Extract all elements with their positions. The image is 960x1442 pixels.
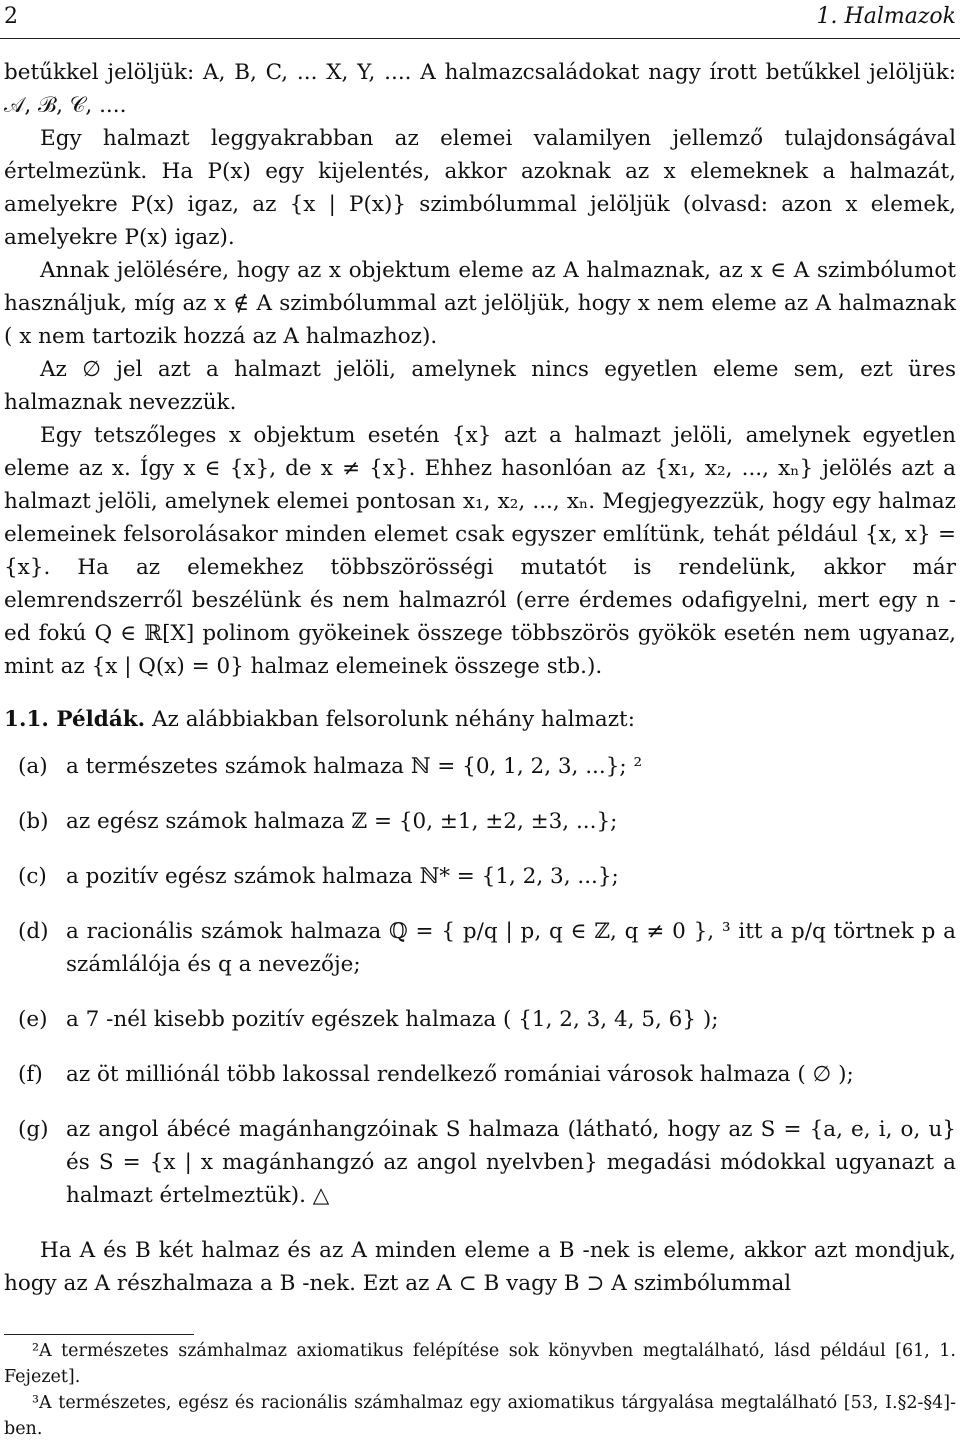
examples-heading	[4, 703, 956, 736]
item-text: a pozitív egész számok halmaza ℕ* = {1, 2, 3, ...};	[66, 864, 619, 889]
paragraph: Az ∅ jel azt a halmazt jelöli, amelynek nincs egyetlen eleme sem, ezt üres halmaznak nevezzük.	[4, 357, 956, 415]
header-rule	[0, 38, 960, 39]
item-text: az angol ábécé magánhangzóinak S halmaza (látható, hogy az S = {a, e, i, o, u} és S = {x | x magánhangzó az angol nyelvben} megadási módokkal ugyanazt a halmazt értelmeztük). △	[66, 1117, 956, 1208]
item-text: a 7 -nél kisebb pozitív egészek halmaza ( {1, 2, 3, 4, 5, 6} );	[66, 1007, 719, 1032]
footnote: ²A természetes számhalmaz axiomatikus felépítése sok könyvben megtalálható, lásd például [61, 1. Fejezet].	[4, 1341, 956, 1387]
item-label: (f)	[18, 1062, 43, 1087]
paragraph: Egy tetszőleges x objektum esetén {x} azt a halmazt jelöli, amelynek egyetlen eleme az x. Így x ∈ {x}, de x ≠ {x}. Ehhez hasonlóan az {x₁, x₂, ..., xₙ} jelölés azt a halmazt jelöli, amelynek elemei pontosan x₁, x₂, ..., xₙ. Megjegyezzük, hogy egy halmaz elemeinek felsorolásakor minden elemet csak egyszer említünk, tehát például {x, x} = {x}. Ha az elemekhez többszörösségi mutatót is rendelünk, akkor már elemrendszerről beszélünk és nem halmazról (erre érdemes odafigyelni, mert egy n -ed fokú Q ∈ ℝ[X] polinom gyökeinek összege többszörös gyökök esetén nem ugyanaz, mint az {x | Q(x) = 0} halmaz elemeinek összege stb.).	[4, 423, 956, 679]
item-label: (e)	[18, 1007, 48, 1032]
list-item	[4, 915, 956, 981]
list-item	[4, 750, 956, 783]
paragraph: Ha A és B két halmaz és az A minden eleme a B -nek is eleme, akkor azt mondjuk, hogy az A részhalmaza a B -nek. Ezt az A ⊂ B vagy B ⊃ A szimbólummal	[4, 1238, 956, 1296]
paragraph: Annak jelölésére, hogy az x objektum eleme az A halmaznak, az x ∈ A szimbólumot használjuk, míg az x ∉ A szimbólummal azt jelöljük, hogy x nem eleme az A halmaznak ( x nem tartozik hozzá az A halmazhoz).	[4, 258, 956, 349]
list-item	[4, 1113, 956, 1212]
paragraph: betűkkel jelöljük: A, B, C, ... X, Y, .... A halmazcsaládokat nagy írott betűkkel jelöljük: 𝒜, ℬ, 𝒞, ....	[4, 60, 956, 118]
examples-list	[4, 750, 956, 1212]
page-number: 2	[4, 4, 18, 29]
footnotes	[4, 1338, 956, 1442]
examples-title: 1.1. Példák.	[4, 707, 146, 732]
chapter-title: 1. Halmazok	[816, 4, 956, 29]
item-label: (g)	[18, 1117, 49, 1142]
list-item	[4, 805, 956, 838]
list-item	[4, 1003, 956, 1036]
item-label: (a)	[18, 754, 48, 779]
footnote: ³A természetes, egész és racionális számhalmaz egy axiomatikus tárgyalása megtalálható [53, I.§2-§4]-ben.	[4, 1393, 956, 1439]
item-text: az egész számok halmaza ℤ = {0, ±1, ±2, ±3, ...};	[66, 809, 618, 834]
running-header	[4, 4, 956, 34]
item-text: az öt milliónál több lakossal rendelkező romániai városok halmaza ( ∅ );	[66, 1062, 854, 1087]
examples-intro: Az alábbiakban felsorolunk néhány halmazt:	[152, 707, 635, 732]
list-item	[4, 860, 956, 893]
item-label: (b)	[18, 809, 49, 834]
list-item	[4, 1058, 956, 1091]
item-label: (c)	[18, 864, 47, 889]
item-text: a racionális számok halmaza ℚ = { p/q | p, q ∈ ℤ, q ≠ 0 }, ³ itt a p/q törtnek p a számlálója és q a nevezője;	[66, 919, 956, 977]
body-text	[4, 56, 956, 1300]
item-label: (d)	[18, 919, 49, 944]
footnote-rule	[4, 1334, 194, 1335]
paragraph: Egy halmazt leggyakrabban az elemei valamilyen jellemző tulajdonságával értelmezünk. Ha P(x) egy kijelentés, akkor azoknak az x elemeknek a halmazát, amelyekre P(x) igaz, az {x | P(x)} szimbólummal jelöljük (olvasd: azon x elemek, amelyekre P(x) igaz).	[4, 126, 956, 250]
item-text: a természetes számok halmaza ℕ = {0, 1, 2, 3, ...}; ²	[66, 754, 643, 779]
